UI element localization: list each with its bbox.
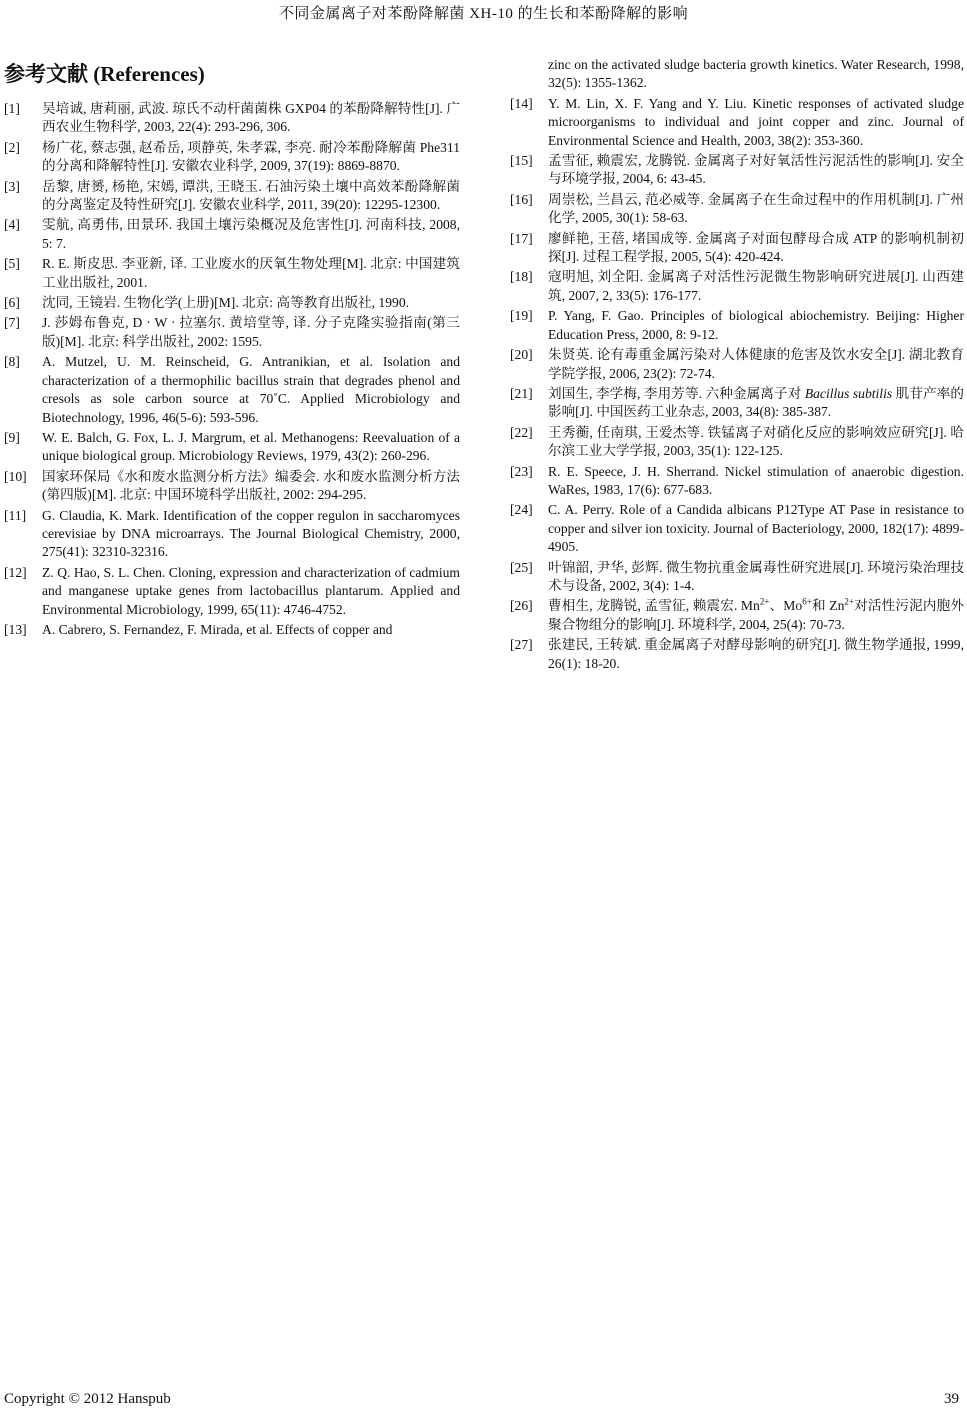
reference-item bbox=[510, 559, 964, 596]
reference-continuation: zinc on the activated sludge bacteria growth kinetics. Water Research, 1998, 32(5): 1355-1362. bbox=[548, 57, 964, 91]
reference-item bbox=[4, 178, 460, 215]
page-number: 39 bbox=[944, 1391, 959, 1407]
reference-text: J. 莎姆布鲁克, D · W · 拉塞尔. 黄培堂等, 译. 分子克隆实验指南(第三版)[M]. 北京: 科学出版社, 2002: 1595. bbox=[42, 315, 460, 349]
reference-text: P. Yang, F. Gao. Principles of biological abiochemistry. Beijing: Higher Education Press, 2000, 8: 9-12. bbox=[548, 308, 964, 342]
reference-text-part: 肌苷产率的影响[J]. 中国医药工业杂志, 2003, 34(8): 385-387. bbox=[548, 385, 964, 420]
reference-number: [18] bbox=[510, 269, 533, 285]
reference-number: [12] bbox=[4, 564, 27, 580]
section-title: 参考文献 (References) bbox=[4, 62, 205, 86]
reference-item bbox=[510, 152, 964, 189]
reference-number: [25] bbox=[510, 559, 533, 575]
reference-item bbox=[4, 621, 460, 639]
reference-number: [11] bbox=[4, 507, 27, 523]
superscript-charge: 2+ bbox=[759, 596, 770, 607]
reference-number: [2] bbox=[4, 139, 20, 155]
reference-text-part: 对活性污泥内胞外聚合物组分的影响[J]. 环境科学, 2004, 25(4): 70-73. bbox=[548, 598, 965, 632]
reference-number: [13] bbox=[4, 621, 27, 637]
reference-item bbox=[4, 353, 460, 427]
reference-item bbox=[4, 468, 460, 505]
reference-item bbox=[4, 564, 460, 619]
reference-number: [16] bbox=[510, 191, 533, 207]
reference-item bbox=[4, 314, 460, 351]
reference-item bbox=[510, 191, 964, 228]
reference-text: 吴培诚, 唐莉丽, 武波. 琼氏不动杆菌菌株 GXP04 的苯酚降解特性[J]. 广西农业生物科学, 2003, 22(4): 293-296, 306. bbox=[42, 101, 460, 135]
reference-item bbox=[510, 597, 964, 634]
reference-number: [8] bbox=[4, 354, 20, 370]
references-left-column bbox=[4, 100, 460, 641]
reference-text: 叶锦韶, 尹华, 彭辉. 微生物抗重金属毒性研究进展[J]. 环境污染治理技术与设备, 2002, 3(4): 1-4. bbox=[548, 559, 964, 593]
reference-text: 沈同, 王镜岩. 生物化学(上册)[M]. 北京: 高等教育出版社, 1990. bbox=[42, 295, 410, 311]
reference-number: [4] bbox=[4, 217, 20, 233]
superscript-charge: 6+ bbox=[802, 596, 812, 607]
reference-item bbox=[510, 501, 964, 556]
reference-item bbox=[4, 100, 460, 137]
reference-text: Z. Q. Hao, S. L. Chen. Cloning, expression and characterization of cadmium and manganese uptake genes from lactobacillus plantarum. Applied and Environmental Microbiology, 1999, 65(11): 4746-4752. bbox=[42, 564, 460, 617]
reference-text: R. E. 斯皮思. 李亚新, 译. 工业废水的厌氧生物处理[M]. 北京: 中国建筑工业出版社, 2001. bbox=[42, 256, 460, 290]
reference-number: [23] bbox=[510, 463, 533, 479]
reference-item bbox=[510, 424, 964, 461]
superscript-charge: 2+ bbox=[844, 596, 854, 607]
reference-item bbox=[510, 636, 964, 673]
reference-text: R. E. Speece, J. H. Sherrand. Nickel stimulation of anaerobic digestion. WaRes, 1983, 17(6): 677-683. bbox=[548, 463, 964, 497]
reference-item bbox=[510, 463, 964, 500]
reference-number: [1] bbox=[4, 101, 20, 116]
reference-number: [7] bbox=[4, 315, 20, 331]
reference-number: [17] bbox=[510, 230, 533, 246]
reference-text: W. E. Balch, G. Fox, L. J. Margrum, et al. Methanogens: Reevaluation of a unique biological group. Microbiology Reviews, 1979, 43(2): 260-296. bbox=[42, 429, 460, 464]
reference-text: 廖鲜艳, 王蓓, 堵国成等. 金属离子对面包酵母合成 ATP 的影响机制初探[J]. 过程工程学报, 2005, 5(4): 420-424. bbox=[548, 230, 964, 265]
reference-text-part: 曹相生, 龙腾锐, 孟雪征, 赖震宏. Mn bbox=[548, 598, 760, 614]
reference-text-part: 、Mo bbox=[769, 598, 803, 614]
reference-text: 张建民, 王转斌. 重金属离子对酵母影响的研究[J]. 微生物学通报, 1999, 26(1): 18-20. bbox=[548, 637, 964, 671]
reference-number: [14] bbox=[510, 95, 533, 111]
reference-number: [3] bbox=[4, 178, 20, 194]
reference-text: 周崇松, 兰昌云, 范必威等. 金属离子在生命过程中的作用机制[J]. 广州化学, 2005, 30(1): 58-63. bbox=[548, 191, 964, 226]
reference-item bbox=[4, 429, 460, 466]
running-header: 不同金属离子对苯酚降解菌 XH-10 的生长和苯酚降解的影响 bbox=[278, 6, 689, 22]
reference-text: 王秀蘅, 任南琪, 王爱杰等. 铁锰离子对硝化反应的影响效应研究[J]. 哈尔滨工业大学学报, 2003, 35(1): 122-125. bbox=[548, 424, 964, 459]
reference-number: [10] bbox=[4, 468, 27, 484]
reference-text: 朱贤英. 论有毒重金属污染对人体健康的危害及饮水安全[J]. 湖北教育学院学报, 2006, 23(2): 72-74. bbox=[548, 347, 964, 381]
reference-number: [20] bbox=[510, 347, 533, 363]
reference-number: [21] bbox=[510, 385, 533, 401]
reference-text: Y. M. Lin, X. F. Yang and Y. Liu. Kinetic responses of activated sludge microorganisms to individual and joint copper and zinc. Journal of Environmental Science and Health, 2003, 38(2): 353-360. bbox=[548, 95, 964, 148]
reference-text: G. Claudia, K. Mark. Identification of the copper regulon in saccharomyces cerevisiae by DNA microarrays. The Journal Biological Chemistry, 2000, 275(41): 32310-32316. bbox=[42, 507, 460, 560]
reference-number: [22] bbox=[510, 424, 533, 440]
reference-text: 国家环保局《水和废水监测分析方法》编委会. 水和废水监测分析方法(第四版)[M]. 北京: 中国环境科学出版社, 2002: 294-295. bbox=[42, 468, 460, 503]
reference-item bbox=[4, 255, 460, 292]
reference-text: 寇明旭, 刘全阳. 金属离子对活性污泥微生物影响研究进展[J]. 山西建筑, 2007, 2, 33(5): 176-177. bbox=[548, 269, 964, 303]
reference-item bbox=[510, 268, 964, 305]
reference-number: [24] bbox=[510, 502, 533, 518]
reference-number: [26] bbox=[510, 598, 533, 614]
reference-text: A. Cabrero, S. Fernandez, F. Mirada, et al. Effects of copper and bbox=[42, 621, 393, 637]
reference-text: C. A. Perry. Role of a Candida albicans P12Type AT Pase in resistance to copper and silver ion toxicity. Journal of Bacteriology, 2000, 182(17): 4899-4905. bbox=[548, 502, 964, 555]
reference-item bbox=[510, 95, 964, 150]
reference-text: 雯航, 高勇伟, 田景环. 我国土壤污染概况及危害性[J]. 河南科技, 2008, 5: 7. bbox=[42, 217, 460, 251]
footer-copyright: Copyright © 2012 Hanspub bbox=[4, 1391, 171, 1407]
reference-item bbox=[510, 230, 964, 267]
species-name: Bacillus subtilis bbox=[804, 385, 893, 401]
reference-text: 杨广花, 蔡志强, 赵希岳, 项静英, 朱孝霖, 李亮. 耐冷苯酚降解菌 Phe311 的分离和降解特性[J]. 安徽农业科学, 2009, 37(19): 8869-8870. bbox=[42, 139, 460, 174]
reference-item bbox=[510, 385, 964, 422]
reference-item bbox=[4, 294, 460, 312]
reference-text: 岳黎, 唐赟, 杨艳, 宋嫣, 谭洪, 王晓玉. 石油污染土壤中高效苯酚降解菌的分离鉴定及特性研究[J]. 安徽农业科学, 2011, 39(20): 12295-12300. bbox=[42, 178, 460, 213]
reference-item bbox=[4, 139, 460, 176]
references-right-column bbox=[510, 56, 964, 675]
reference-item bbox=[4, 507, 460, 562]
reference-number: [5] bbox=[4, 256, 20, 272]
reference-item bbox=[510, 307, 964, 344]
reference-number: [6] bbox=[4, 295, 20, 311]
reference-item bbox=[510, 346, 964, 383]
reference-number: [15] bbox=[510, 153, 533, 169]
reference-number: [19] bbox=[510, 308, 533, 324]
reference-text: 孟雪征, 赖震宏, 龙腾锐. 金属离子对好氧活性污泥活性的影响[J]. 安全与环境学报, 2004, 6: 43-45. bbox=[548, 153, 964, 187]
reference-item bbox=[4, 216, 460, 253]
reference-text: A. Mutzel, U. M. Reinscheid, G. Antranikian, et al. Isolation and characterization of a thermophilic bacillus strain that degrades phenol and cresols as sole carbon source at 70˚C. Applied Microbiology and Biotechnology, 1996, 46(5-6): 593-596. bbox=[42, 354, 460, 425]
reference-text-part: 和 Zn bbox=[811, 598, 845, 614]
reference-number: [27] bbox=[510, 637, 533, 653]
reference-number: [9] bbox=[4, 429, 20, 445]
reference-text-part: 刘国生, 李学梅, 李用芳等. 六种金属离子对 bbox=[548, 385, 805, 401]
